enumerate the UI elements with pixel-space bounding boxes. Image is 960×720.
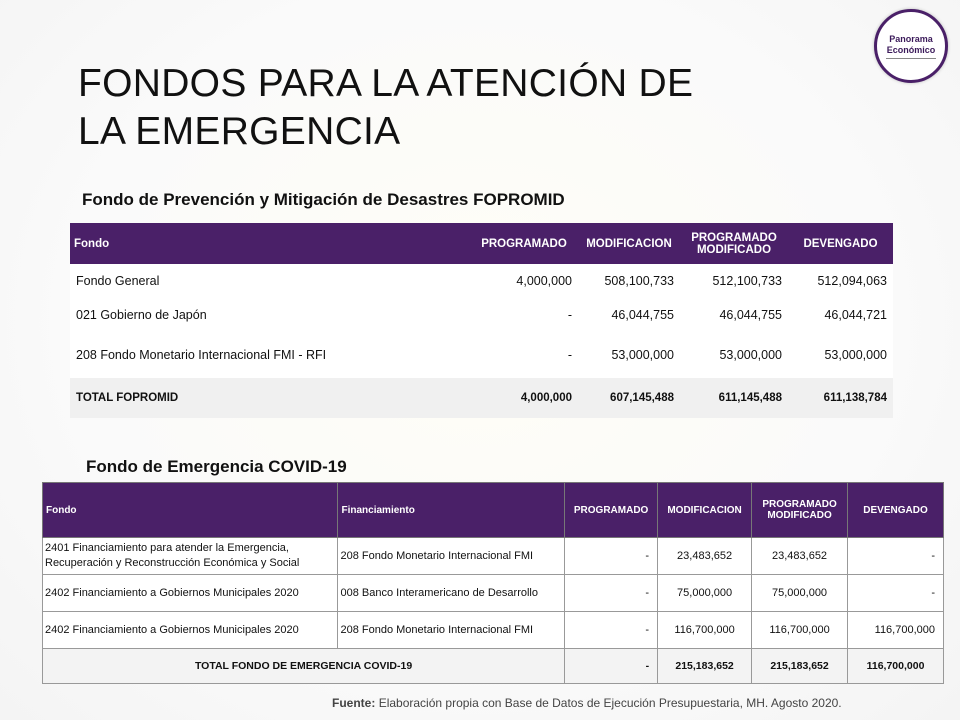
col-header: PROGRAMADO bbox=[565, 483, 658, 538]
cell: - bbox=[470, 298, 578, 332]
col-header: PROGRAMADO MODIFICADO bbox=[680, 223, 788, 264]
total-row bbox=[70, 378, 893, 418]
cell: 021 Gobierno de Japón bbox=[70, 298, 470, 332]
cell: - bbox=[565, 649, 658, 684]
cell: 23,483,652 bbox=[658, 538, 752, 575]
cell: 75,000,000 bbox=[658, 575, 752, 612]
logo-line2: Económico bbox=[886, 44, 936, 55]
cell: 46,044,721 bbox=[788, 298, 893, 332]
col-header: DEVENGADO bbox=[788, 223, 893, 264]
cell: 53,000,000 bbox=[788, 332, 893, 378]
cell: - bbox=[470, 332, 578, 378]
cell: - bbox=[848, 575, 944, 612]
panorama-economico-logo bbox=[874, 9, 948, 83]
col-header: Fondo bbox=[70, 223, 470, 264]
total-row bbox=[43, 649, 944, 684]
table-row bbox=[43, 612, 944, 649]
source-note bbox=[332, 696, 842, 710]
slide-title: FONDOS PARA LA ATENCIÓN DE LA EMERGENCIA bbox=[78, 62, 694, 153]
cell: Fondo General bbox=[70, 264, 470, 298]
cell: 116,700,000 bbox=[848, 649, 944, 684]
col-header: PROGRAMADO bbox=[470, 223, 578, 264]
cell: 611,145,488 bbox=[680, 378, 788, 418]
col-header: MODIFICACION bbox=[658, 483, 752, 538]
cell: 611,138,784 bbox=[788, 378, 893, 418]
cell: 208 Fondo Monetario Internacional FMI bbox=[338, 538, 565, 575]
source-text: Elaboración propia con Base de Datos de Ejecución Presupuestaria, MH. Agosto 2020. bbox=[378, 696, 842, 710]
cell: 607,145,488 bbox=[578, 378, 680, 418]
cell: - bbox=[565, 575, 658, 612]
table-row bbox=[70, 298, 893, 332]
cell: 4,000,000 bbox=[470, 264, 578, 298]
cell: - bbox=[848, 538, 944, 575]
cell: 46,044,755 bbox=[680, 298, 788, 332]
cell: 215,183,652 bbox=[658, 649, 752, 684]
cell: 208 Fondo Monetario Internacional FMI - RFI bbox=[70, 332, 470, 378]
cell: 46,044,755 bbox=[578, 298, 680, 332]
table-row bbox=[43, 575, 944, 612]
cell: 116,700,000 bbox=[848, 612, 944, 649]
cell: TOTAL FOPROMID bbox=[70, 378, 470, 418]
cell: 2401 Financiamiento para atender la Emergencia, Recuperación y Reconstrucción Económica y Social bbox=[43, 538, 338, 575]
cell: - bbox=[565, 538, 658, 575]
source-label: Fuente: bbox=[332, 696, 376, 710]
col-header: MODIFICACION bbox=[578, 223, 680, 264]
cell: 75,000,000 bbox=[752, 575, 848, 612]
cell: 116,700,000 bbox=[752, 612, 848, 649]
cell: 508,100,733 bbox=[578, 264, 680, 298]
col-header: Fondo bbox=[43, 483, 338, 538]
cell: 215,183,652 bbox=[752, 649, 848, 684]
table-row bbox=[70, 264, 893, 298]
col-header: Financiamiento bbox=[338, 483, 565, 538]
cell: 23,483,652 bbox=[752, 538, 848, 575]
covid-table bbox=[42, 482, 944, 684]
covid-heading: Fondo de Emergencia COVID-19 bbox=[86, 457, 347, 476]
cell: 512,094,063 bbox=[788, 264, 893, 298]
table-header bbox=[70, 223, 893, 264]
table-row bbox=[70, 332, 893, 378]
cell: 53,000,000 bbox=[578, 332, 680, 378]
table-header bbox=[43, 483, 944, 538]
cell: 53,000,000 bbox=[680, 332, 788, 378]
fopromid-table bbox=[70, 223, 893, 418]
col-header: DEVENGADO bbox=[848, 483, 944, 538]
fopromid-heading: Fondo de Prevención y Mitigación de Desastres FOPROMID bbox=[82, 190, 565, 209]
table-row bbox=[43, 538, 944, 575]
cell: 2402 Financiamiento a Gobiernos Municipales 2020 bbox=[43, 612, 338, 649]
cell: 512,100,733 bbox=[680, 264, 788, 298]
cell: 008 Banco Interamericano de Desarrollo bbox=[338, 575, 565, 612]
cell: 4,000,000 bbox=[470, 378, 578, 418]
col-header: PROGRAMADO MODIFICADO bbox=[752, 483, 848, 538]
cell: 2402 Financiamiento a Gobiernos Municipales 2020 bbox=[43, 575, 338, 612]
cell: 116,700,000 bbox=[658, 612, 752, 649]
cell: - bbox=[565, 612, 658, 649]
logo-line1: Panorama bbox=[889, 33, 933, 44]
cell: TOTAL FONDO DE EMERGENCIA COVID-19 bbox=[43, 649, 565, 684]
cell: 208 Fondo Monetario Internacional FMI bbox=[338, 612, 565, 649]
